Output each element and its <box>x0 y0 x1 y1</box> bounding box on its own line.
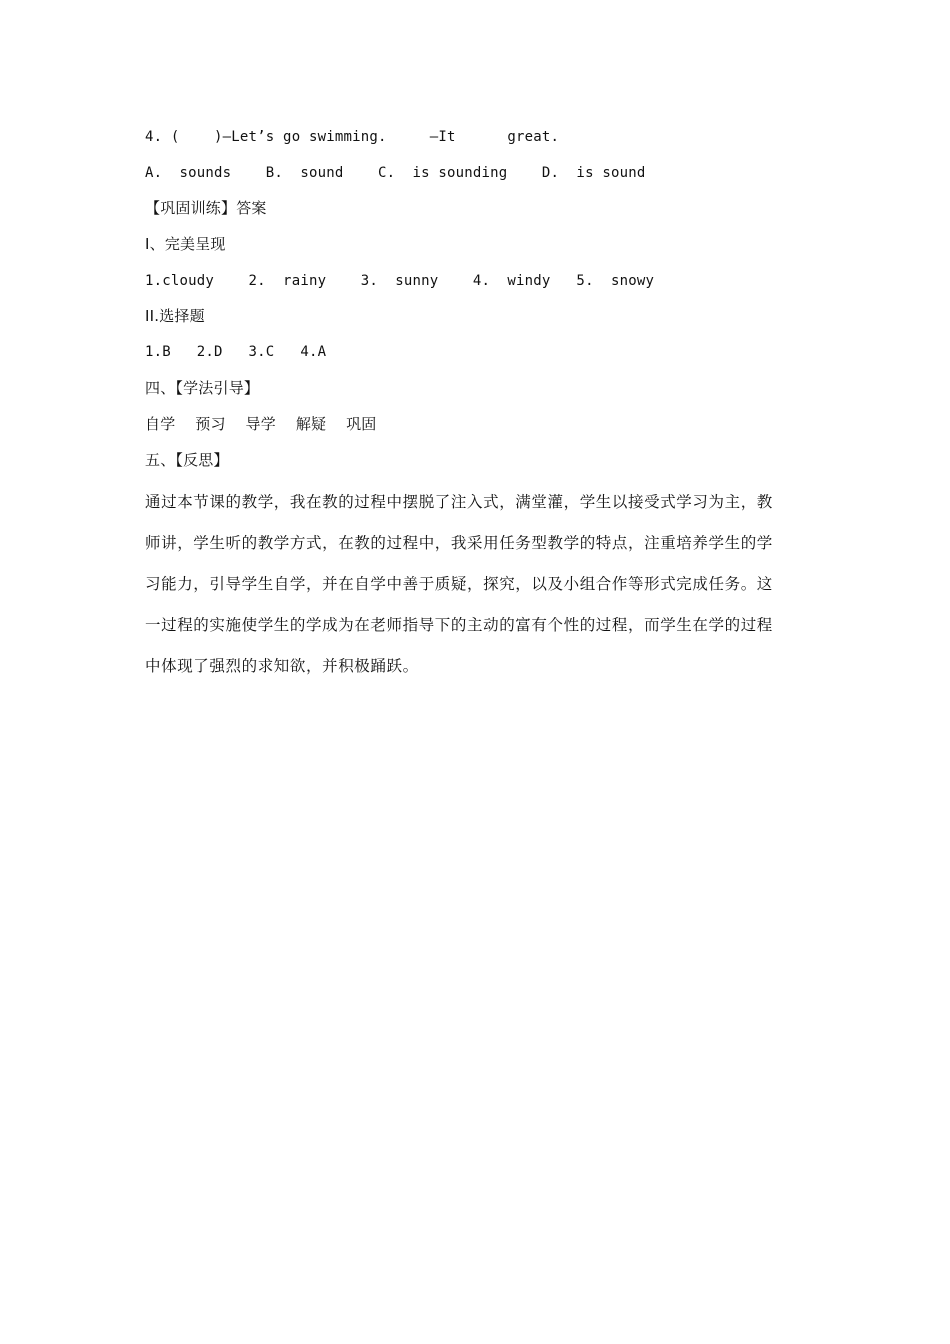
section-2-answers: 1.B 2.D 3.C 4.A <box>145 344 327 360</box>
question-4: 4. ( )—Let’s go swimming. —It great. <box>145 129 560 145</box>
section-4-heading: 四、【学法引导】 <box>145 379 260 397</box>
reflection-line: 习能力，引导学生自学，并在自学中善于质疑，探究，以及小组合作等形式完成任务。这 <box>145 575 773 593</box>
section-1-heading: I、完美呈现 <box>145 235 226 253</box>
section-2-heading: II.选择题 <box>145 307 205 325</box>
reflection-line: 通过本节课的教学，我在教的过程中摆脱了注入式，满堂灌，学生以接受式学习为主，教 <box>145 493 773 511</box>
question-4-options: A. sounds B. sound C. is sounding D. is sound <box>145 165 646 181</box>
section-4-items: 自学 预习 导学 解疑 巩固 <box>145 415 377 433</box>
section-1-answers: 1.cloudy 2. rainy 3. sunny 4. windy 5. snowy <box>145 273 655 289</box>
section-5-heading: 五、【反思】 <box>145 451 229 469</box>
reflection-line: 一过程的实施使学生的学成为在老师指导下的主动的富有个性的过程，而学生在学的过程 <box>145 616 773 634</box>
reflection-line: 中体现了强烈的求知欲，并积极踊跃。 <box>145 657 419 675</box>
answers-heading: 【巩固训练】答案 <box>145 199 267 217</box>
reflection-paragraph <box>145 482 807 687</box>
reflection-line: 师讲，学生听的教学方式，在教的过程中，我采用任务型教学的特点，注重培养学生的学 <box>145 534 773 552</box>
